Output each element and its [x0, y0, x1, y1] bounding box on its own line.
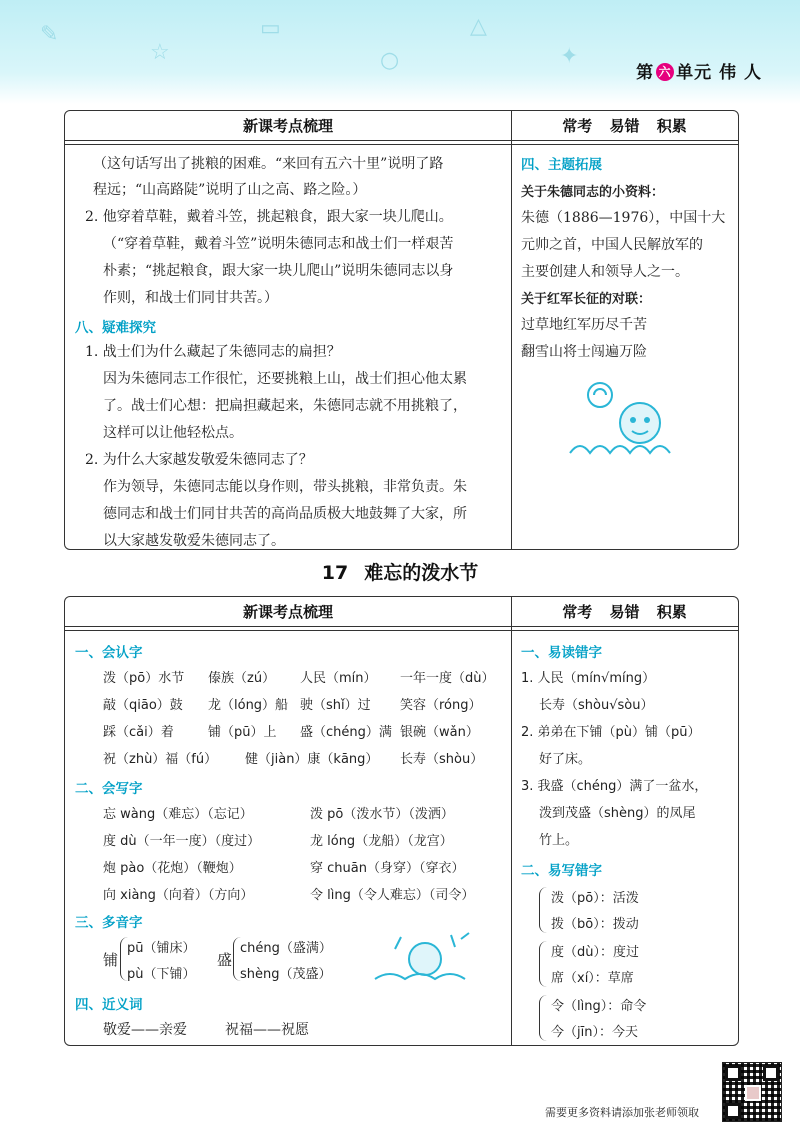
answer-line: 德同志和战士们同甘共苦的高尚品质极大地鼓舞了大家，所: [103, 506, 467, 522]
text-line: 2. 他穿着草鞋，戴着斗笠，挑起粮食，跟大家一块儿爬山。: [85, 209, 453, 225]
write-word: 泼 pō（泼水节）（泼洒）: [310, 807, 454, 822]
text-line: （“穿着草鞋，戴着斗笠”说明朱德同志和战士们一样艰苦: [103, 236, 454, 252]
panel-review-lesson16: [64, 110, 739, 550]
lesson-title: [0, 558, 800, 585]
section-title: 四、近义词: [75, 997, 143, 1013]
qr-finder: [725, 1103, 741, 1119]
cartoon-sun-illustration: [560, 373, 690, 463]
write-word: 忘 wàng（难忘）（忘记）: [103, 807, 253, 822]
section-title: 三、多音字: [75, 915, 143, 931]
subheading: 关于红军长征的对联：: [521, 292, 652, 307]
synonym-pair: 敬爱——亲爱: [103, 1022, 187, 1038]
footer-note: 需要更多资料请添加张老师领取: [545, 1106, 699, 1119]
qr-finder: [763, 1065, 779, 1081]
polyphone-reading: pū（铺床）: [127, 941, 196, 956]
recognize-word: 敲（qiāo）鼓: [103, 698, 183, 713]
recognize-word: 泼（pō）水节: [103, 671, 185, 686]
misread-item: 3. 我盛（chéng）满了一盆水，: [521, 779, 708, 794]
triangle-doodle-icon: △: [470, 14, 487, 39]
miswrite-item: 令（lìng）：命令: [551, 999, 647, 1014]
misread-item: 泼到茂盛（shèng）的凤尾: [539, 806, 696, 821]
circle-doodle-icon: ○: [380, 48, 400, 73]
misread-item: 2. 弟弟在下铺（pù）铺（pū）: [521, 725, 701, 740]
text-line: 程远；“山高路陡”说明了山之高、路之险。）: [93, 182, 367, 198]
question: 1. 战士们为什么藏起了朱德同志的扁担？: [85, 344, 341, 360]
lesson-number: 17: [321, 562, 349, 584]
text-line: 朴素；“挑起粮食，跟大家一块儿爬山”说明朱德同志以身: [103, 263, 454, 279]
write-word: 龙 lóng（龙船）（龙宫）: [310, 834, 453, 849]
misread-item: 竹上。: [539, 833, 579, 848]
unit-prefix: 第: [636, 63, 655, 83]
panel1-right-header: 常考 易错 积累: [511, 111, 738, 141]
subheading: 关于朱德同志的小资料：: [521, 185, 665, 200]
unit-title: [636, 58, 762, 83]
polyphone-reading: shèng（茂盛）: [240, 967, 332, 982]
write-word: 炮 pào（花炮）（鞭炮）: [103, 861, 242, 876]
star-doodle-icon: ✦: [560, 44, 579, 69]
recognize-word: 祝（zhù）福（fú）: [103, 752, 218, 767]
polyphone-char: 铺: [103, 951, 119, 969]
star-doodle-icon: ☆: [150, 40, 170, 65]
misread-item: 长寿（shòu√sòu）: [539, 698, 654, 713]
write-word: 向 xiàng（向着）（方向）: [103, 888, 254, 903]
recognize-word: 银碗（wǎn）: [400, 725, 479, 740]
polyphone-reading: pù（下铺）: [127, 967, 196, 982]
synonym-pair: 祝福——祝愿: [225, 1022, 309, 1038]
miswrite-item: 拨（bō）：拨动: [551, 917, 639, 932]
polyphone-reading: chéng（盛满）: [240, 941, 332, 956]
recognize-word: 盛（chéng）满: [300, 725, 392, 740]
text-line: （这句话写出了挑粮的困难。“来回有五六十里”说明了路: [93, 156, 444, 172]
miswrite-item: 度（dù）：度过: [551, 945, 639, 960]
section-title: 四、主题拓展: [521, 157, 602, 173]
section-title: 二、会写字: [75, 781, 143, 797]
recognize-word: 踩（cǎi）着: [103, 725, 174, 740]
couplet-line: 翻雪山将士闯遍万险: [521, 344, 647, 360]
polyphone-char: 盛: [217, 951, 233, 969]
water-festival-illustration: [365, 929, 485, 989]
answer-line: 以大家越发敬爱朱德同志了。: [103, 533, 285, 549]
top-banner: [0, 0, 800, 104]
recognize-word: 铺（pū）上: [208, 725, 277, 740]
write-word: 令 lìng（令人难忘）（司令）: [310, 888, 475, 903]
panel2-left-header: 新课考点梳理: [65, 597, 511, 627]
panel-review-lesson17: [64, 596, 739, 1046]
pencil-doodle-icon: ✎: [40, 22, 59, 47]
write-word: 度 dù（一年一度）（度过）: [103, 834, 261, 849]
recognize-word: 傣族（zú）: [208, 671, 276, 686]
recognize-word: 驶（shǐ）过: [300, 698, 371, 713]
miswrite-item: 今（jīn）：今天: [551, 1025, 638, 1040]
question: 2. 为什么大家越发敬爱朱德同志了？: [85, 452, 313, 468]
misread-item: 好了床。: [539, 752, 592, 767]
couplet-line: 过草地红军历尽千苦: [521, 317, 647, 333]
qr-avatar: [745, 1085, 761, 1101]
answer-line: 这样可以让他轻松点。: [103, 425, 243, 441]
panel2-right-header: 常考 易错 积累: [511, 597, 738, 627]
recognize-word: 健（jiàn）康（kāng）: [245, 752, 379, 767]
bio-line: 元帅之首，中国人民解放军的: [521, 237, 703, 253]
answer-line: 了。战士们心想：把扁担藏起来，朱德同志就不用挑粮了，: [103, 398, 467, 414]
qr-code[interactable]: [722, 1062, 782, 1122]
answer-line: 因为朱德同志工作很忙，还要挑粮上山，战士们担心他太累: [103, 371, 467, 387]
brace: [539, 995, 547, 1041]
panel1-left-header: 新课考点梳理: [65, 111, 511, 141]
unit-suffix: 单元: [676, 63, 713, 83]
section-title: 八、疑难探究: [75, 320, 156, 336]
lesson-name: 难忘的泼水节: [364, 562, 479, 584]
misread-item: 1. 人民（mín√míng）: [521, 671, 656, 686]
text-line: 作则，和战士们同甘共苦。）: [103, 290, 278, 306]
book-doodle-icon: ▭: [260, 16, 281, 41]
qr-finder: [725, 1065, 741, 1081]
write-word: 穿 chuān（身穿）（穿衣）: [310, 861, 465, 876]
section-title: 一、易读错字: [521, 645, 602, 661]
recognize-word: 一年一度（dù）: [400, 671, 495, 686]
bio-line: 朱德（1886—1976），中国十大: [521, 210, 726, 226]
recognize-word: 人民（mín）: [300, 671, 377, 686]
brace: [539, 887, 547, 933]
miswrite-item: 席（xí）：草席: [551, 971, 634, 986]
answer-line: 作为领导，朱德同志能以身作则，带头挑粮，非常负责。朱: [103, 479, 467, 495]
unit-name: 伟 人: [719, 63, 762, 83]
recognize-word: 长寿（shòu）: [400, 752, 484, 767]
bio-line: 主要创建人和领导人之一。: [521, 264, 689, 280]
column-divider: [511, 597, 512, 1045]
recognize-word: 笑容（róng）: [400, 698, 482, 713]
section-title: 一、会认字: [75, 645, 143, 661]
miswrite-item: 泼（pō）：活泼: [551, 891, 639, 906]
recognize-word: 龙（lóng）船: [208, 698, 289, 713]
unit-number-badge: 六: [656, 63, 674, 81]
section-title: 二、易写错字: [521, 863, 602, 879]
brace: [539, 941, 547, 987]
column-divider: [511, 111, 512, 549]
